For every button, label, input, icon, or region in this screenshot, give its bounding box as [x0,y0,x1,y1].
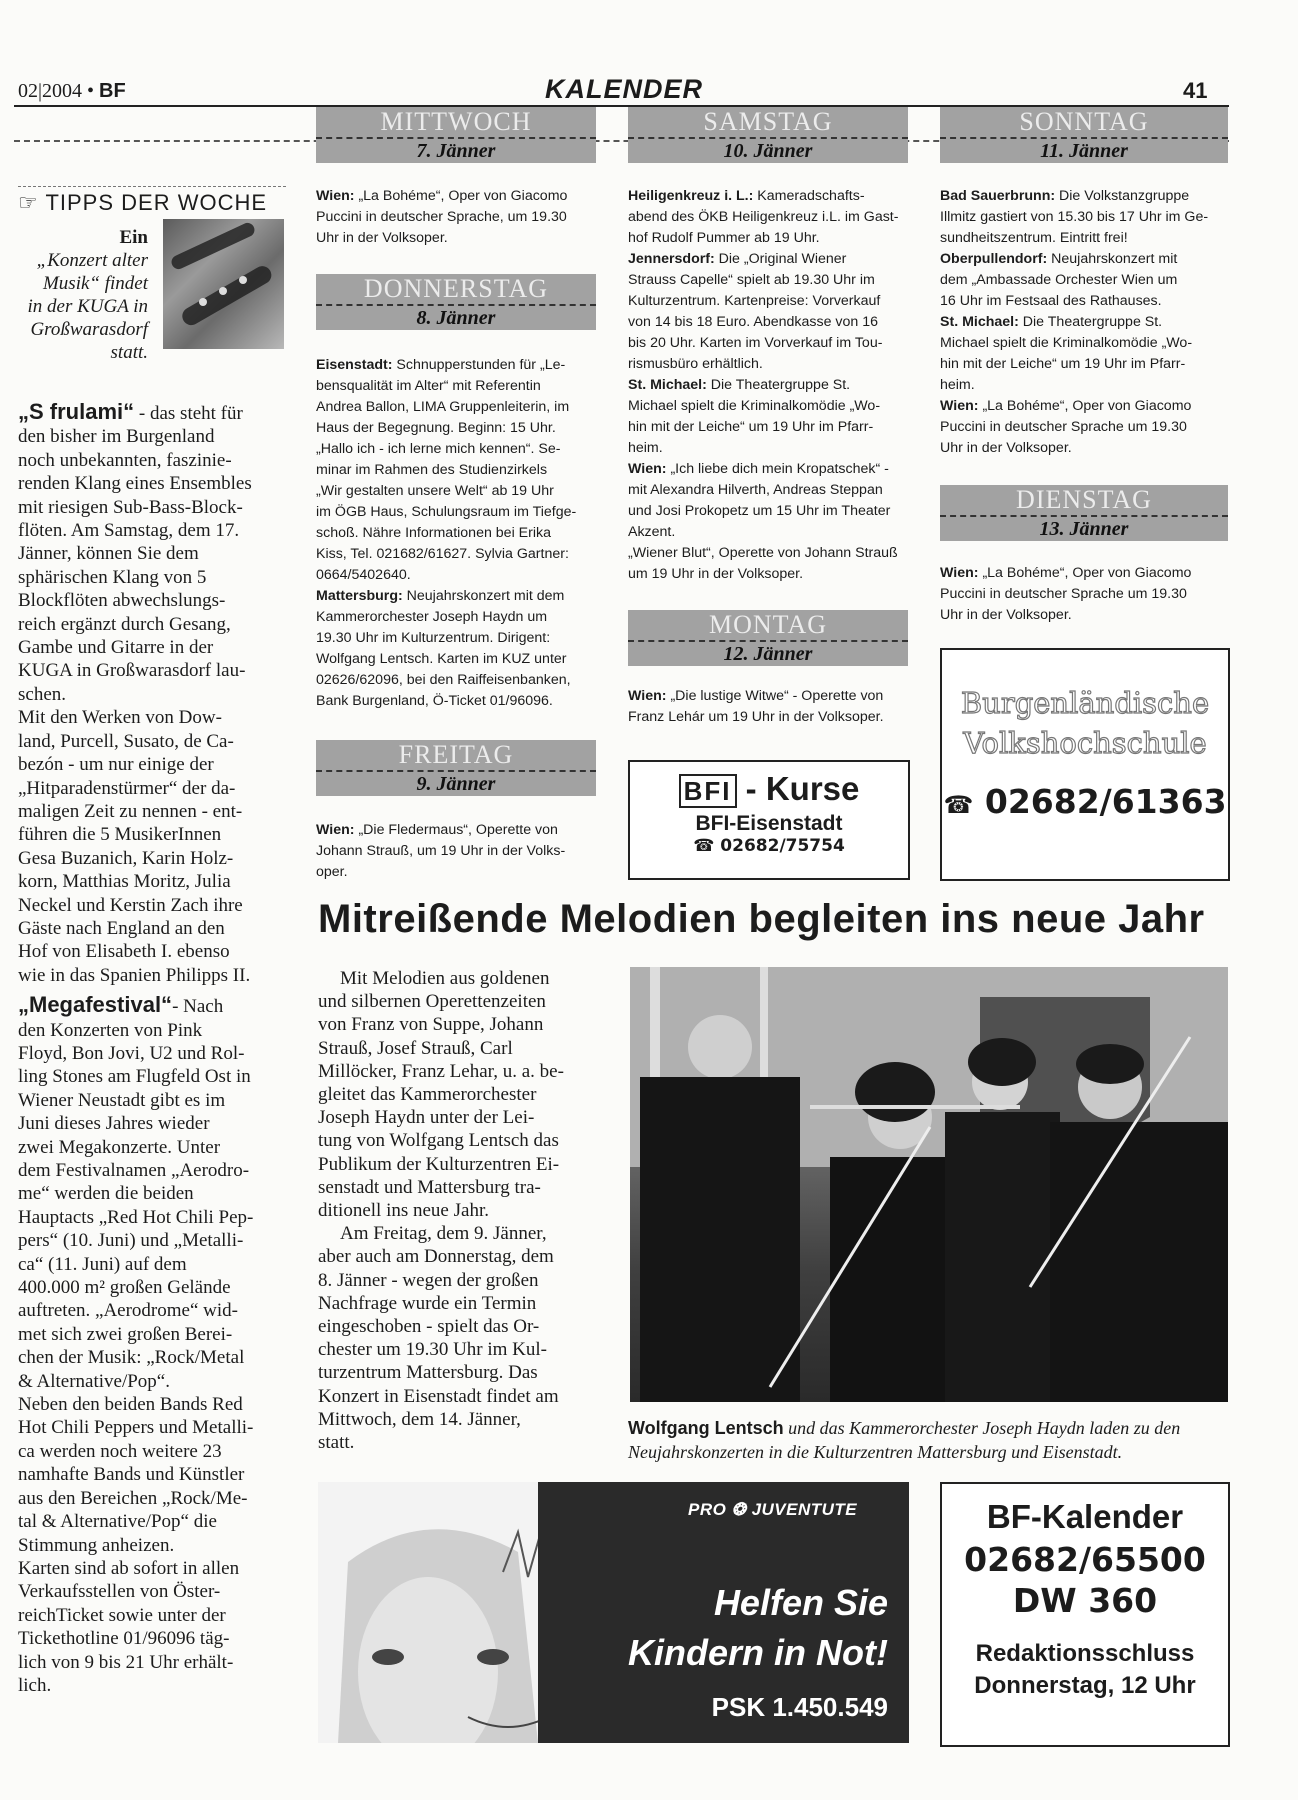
text-line: me“ werden die beiden [18,1183,194,1205]
text-line: Verkaufsstellen von Öster- [18,1581,221,1603]
article-headline: Mitreißende Melodien begleiten ins neue Jahr [318,897,1205,941]
event-wien-fledermaus [316,820,596,883]
text-line: hin mit der Leiche“ um 19 Uhr im Pfarr- [940,356,1186,372]
text-line: Stimmung anheizen. [18,1534,175,1556]
text-line: „La Bohéme“, Oper von Giacomo [978,565,1192,581]
text-line: bis 20 Uhr. Karten im Vorverkauf im Tou- [628,335,883,351]
text-line: den bisher im Burgenland [18,426,215,448]
header-separator: • [87,80,95,102]
text-line: Puccini in deutscher Sprache um 19.30 [940,419,1187,435]
text-line: um 19 Uhr in der Volksoper. [628,566,804,582]
pj-brand-right: JUVENTUTE [751,1500,858,1519]
day-header-sonntag [940,107,1228,163]
tipps-lead-frulami: „S frulami“ [18,399,135,424]
text-line: Uhr in der Volksoper. [940,607,1072,623]
text-line: den Konzerten von Pink [18,1019,203,1041]
text-line: Nachfrage wurde ein Termin [318,1292,537,1314]
text-line: Neujahrskonzert mit dem [402,588,565,604]
text-line: Johann Strauß, um 19 Uhr in der Volks- [316,843,566,859]
event-place: Wien: [628,688,667,704]
article-body [318,967,600,1454]
text-line: „Hitparadenstürmer“ der da- [18,777,236,799]
text-line: Hot Chili Peppers und Metalli- [18,1417,254,1439]
text-line: Mittwoch, dem 14. Jänner, [318,1408,521,1430]
day-date: 9. Jänner [316,770,596,796]
text-line: bezón - um nur einige der [18,754,214,776]
event-place: Wien: [316,188,355,204]
text-line: hin mit der Leiche“ um 19 Uhr im Pfarr- [628,419,874,435]
text-line: abend des ÖKB Heiligenkreuz i.L. im Gast- [628,209,899,225]
event-place: Heiligenkreuz i. L.: [628,188,754,204]
event-st-michael [628,375,908,459]
text-line: Wolfgang Lentsch. Karten im KUZ unter [316,651,567,667]
text-line: Kiss, Tel. 021682/61627. Sylvia Gartner: [316,546,569,562]
tipps-rule [18,186,286,187]
bfi-title: - Kurse [745,770,860,807]
text-line: maligen Zeit zu nennen - ent- [18,800,243,822]
text-line: auftreten. „Aerodrome“ wid- [18,1300,238,1322]
page-number: 41 [1183,78,1208,103]
text-line: schoß. Nähre Informationen bei Erika [316,525,551,541]
text-line: reichTicket sowie unter der [18,1604,226,1626]
bf-kalender-ad [940,1482,1230,1747]
balloon-icon: ❂ [731,1500,747,1519]
event-place: St. Michael: [628,377,707,393]
day-header-donnerstag [316,274,596,330]
pj-headline-1: Helfen Sie [713,1582,888,1623]
text-line: „Hallo ich - ich lerne mich kennen“. Se- [316,441,561,457]
event-group-donnerstag [316,355,596,712]
text-line: statt. [110,342,148,363]
text-line: Kameradschafts- [753,188,865,204]
day-date: 10. Jänner [628,137,908,163]
day-name: MITTWOCH [380,107,532,136]
text-line: Juni dieses Jahres wieder [18,1113,210,1135]
text-line: land, Purcell, Susato, de Ca- [18,730,234,752]
bfi-kurse-ad [628,760,910,880]
event-jennersdorf [628,249,908,375]
text-line: und das Kammerorchester Joseph Haydn laden zu den [783,1418,1181,1438]
text-line: Tickethotline 01/96096 täg- [18,1628,230,1650]
text-line: Neujahrskonzert mit [1047,251,1178,267]
bfi-subtitle: BFI-Eisenstadt [695,812,843,835]
phone-icon: ☎ [693,836,715,856]
text-line: Wiener Neustadt gibt es im [18,1089,226,1111]
text-line: wie in das Spanien Philipps II. [18,964,251,986]
text-line: in der KUGA in [27,296,148,317]
tipps-heading [18,190,267,216]
text-line: Kulturzentrum. Kartenpreise: Vorverkauf [628,293,881,309]
tipps-body [18,400,288,1697]
event-wien-boheme-di [940,563,1230,626]
bfk-title: BF-Kalender [986,1498,1184,1535]
text-line: Die „Original Wiener [714,251,847,267]
pj-headline-2: Kindern in Not! [628,1632,888,1673]
text-line: chester um 19.30 Uhr im Kul- [318,1339,548,1361]
event-place: Wien: [316,822,355,838]
text-line: Michael spielt die Kriminalkomödie „Wo- [940,335,1193,351]
text-line: minar im Rahmen des Studienzirkels [316,462,548,478]
text-line: „Konzert alter [36,250,148,271]
day-name: SAMSTAG [703,107,833,136]
text-line: & Alternative/Pop“. [18,1370,170,1392]
bfi-logo: BFI [679,774,737,808]
day-name: DONNERSTAG [363,274,549,303]
event-wien-boheme-mi [316,186,596,249]
intro-bold: Ein [119,227,148,248]
text-line: schen. [18,683,67,705]
bfk-extension: DW 360 [1012,1581,1158,1620]
text-line: ditionell ins neue Jahr. [318,1200,489,1222]
text-line: lich. [18,1674,52,1696]
text-line: 400.000 m² großen Gelände [18,1277,231,1299]
text-line: Mit den Werken von Dow- [18,707,222,729]
caption-bold: Wolfgang Lentsch [628,1418,784,1438]
pointing-hand-icon: ☞ [18,190,39,215]
text-line: heim. [940,377,975,393]
text-line: flöten. Am Samstag, dem 17. [18,520,240,542]
text-line: reich ergänzt durch Gesang, [18,613,231,635]
text-line: korn, Matthias Moritz, Julia [18,871,231,893]
text-line: Hauptacts „Red Hot Chili Pep- [18,1206,254,1228]
orchestra-photo [630,967,1228,1402]
day-header-dienstag [940,485,1228,541]
text-line: Blockflöten abwechslungs- [18,590,226,612]
text-line: und Josi Prokopetz um 15 Uhr im Theater [628,503,891,519]
text-line: Millöcker, Franz Lehar, u. a. be- [318,1060,564,1082]
text-line: „La Bohéme“, Oper von Giacomo [978,398,1192,414]
event-place: Bad Sauerbrunn: [940,188,1056,204]
event-heiligenkreuz [628,186,908,249]
event-oberpullendorf [940,249,1230,312]
event-group-sonntag [940,186,1230,459]
text-line: mit Alexandra Hilverth, Andreas Steppan [628,482,883,498]
text-line: aber auch am Donnerstag, dem [318,1246,554,1268]
event-place: Wien: [940,398,979,414]
text-line: Großwarasdorf [30,319,148,340]
event-mattersburg [316,586,596,712]
text-line: Bank Burgenland, Ö-Ticket 01/96096. [316,693,553,709]
text-line: „Wiener Blut“, Operette von Johann Strauß [628,545,898,561]
pj-brand-left: PRO [688,1500,727,1519]
text-line: Neujahrskonzerten in die Kulturzentren Mattersburg und Eisenstadt. [628,1442,1123,1462]
text-line: Uhr in der Volksoper. [940,440,1072,456]
vhs-ad [940,648,1230,881]
text-line: KUGA in Großwarasdorf lau- [18,660,246,682]
text-line: heim. [628,440,663,456]
text-line: 16 Uhr im Festsaal des Rathauses. [940,293,1162,309]
pro-juventute-ad [318,1482,909,1743]
day-header-samstag [628,107,908,163]
text-line: Musik“ findet [42,273,148,294]
event-st-michael-so [940,312,1230,396]
text-line: senstadt und Mattersburg tra- [318,1176,541,1198]
day-date: 7. Jänner [316,137,596,163]
text-line: Floyd, Bon Jovi, U2 und Rol- [18,1042,245,1064]
text-line: Puccini in deutscher Sprache um 19.30 [940,586,1187,602]
day-date: 13. Jänner [940,515,1228,541]
text-line: - das steht für [134,403,243,424]
event-wien-kropatschek [628,459,908,585]
text-line: Am Freitag, dem 9. Jänner, [340,1223,547,1245]
vhs-name-line2: Volkshochschule [963,726,1207,760]
text-line: Puccini in deutscher Sprache, um 19.30 [316,209,567,225]
text-line: 0664/5402640. [316,567,411,583]
vhs-name-line1: Burgenländische [960,686,1210,720]
text-line: 02626/62096, bei den Raiffeisenbanken, [316,672,571,688]
text-line: Neben den beiden Bands Red [18,1394,243,1416]
event-wien-boheme-so [940,396,1230,459]
bfk-phone: 02682/65500 [964,1540,1206,1579]
photo-caption [628,1416,1228,1464]
text-line: im ÖGB Haus, Schulungsraum im Tiefge- [316,504,577,520]
text-line: „Die Fledermaus“, Operette von [354,822,558,838]
bfi-phone: 02682/75754 [720,836,845,856]
text-line: Andrea Ballon, LIMA Gruppenleiterin, im [316,399,570,415]
text-line: „Wir gestalten unsere Welt“ ab 19 Uhr [316,483,554,499]
text-line: Publikum der Kulturzentren Ei- [318,1153,560,1175]
text-line: ling Stones am Flugfeld Ost in [18,1066,251,1088]
text-line: führen die 5 MusikerInnen [18,824,222,846]
text-line: bensqualität im Alter“ mit Referentin [316,378,541,394]
event-place: Eisenstadt: [316,357,393,373]
orchestra-illustration [630,967,1228,1402]
text-line: sundheitszentrum. Eintritt frei! [940,230,1128,246]
text-line: pers“ (10. Juni) und „Metalli- [18,1230,244,1252]
phone-icon: ☎ [943,791,974,819]
day-header-montag [628,610,908,666]
text-line: Uhr in der Volksoper. [316,230,448,246]
day-name: FREITAG [398,740,514,769]
text-line: tal & Alternative/Pop“ die [18,1511,217,1533]
text-line: noch unbekannten, faszinie- [18,449,232,471]
text-line: ca“ (11. Juni) auf dem [18,1253,187,1275]
day-name: DIENSTAG [1016,485,1152,514]
text-line: Jänner, können Sie dem [18,543,199,565]
text-line: turzentrum Mattersburg. Das [318,1362,538,1384]
text-line: rismusbüro erhältlich. [628,356,763,372]
bfk-deadline-1: Redaktionsschluss [975,1640,1195,1667]
text-line: namhafte Bands und Künstler [18,1464,245,1486]
event-place: Oberpullendorf: [940,251,1048,267]
text-line: hof Rudolf Pummer ab 19 Uhr. [628,230,820,246]
text-line: met sich zwei großen Berei- [18,1323,233,1345]
day-date: 12. Jänner [628,640,908,666]
text-line: „Die lustige Witwe“ - Operette von [666,688,884,704]
text-line: dem „Ambassade Orchester Wien um [940,272,1178,288]
text-line: von 14 bis 18 Euro. Abendkasse von 16 [628,314,879,330]
event-place: Mattersburg: [316,588,403,604]
text-line: Karten sind ab sofort in allen [18,1557,240,1579]
text-line: ca werden noch weitere 23 [18,1440,222,1462]
text-line: und silbernen Operettenzeiten [318,991,546,1013]
text-line: Die Volkstanzgruppe [1055,188,1190,204]
text-line: Gesa Buzanich, Karin Holz- [18,847,234,869]
text-line: Die Theatergruppe St. [1018,314,1163,330]
recorder-illustration [163,219,284,349]
text-line: aus den Bereichen „Rock/Me- [18,1487,248,1509]
text-line: „Ich liebe dich mein Kropatschek“ - [666,461,889,477]
event-wien-witwe [628,686,908,728]
text-line: lich von 9 bis 21 Uhr erhält- [18,1651,234,1673]
text-line: Konzert in Eisenstadt findet am [318,1385,559,1407]
text-line: - Nach [172,996,224,1018]
tipps-lead-megafestival: „Megafestival“ [18,992,173,1018]
text-line: Mit Melodien aus goldenen [340,968,550,989]
text-line: Illmitz gastiert von 15.30 bis 17 Uhr im Ge- [940,209,1209,225]
event-place: Wien: [940,565,979,581]
text-line: von Franz von Suppe, Johann [318,1014,544,1036]
text-line: eingeschoben - spielt das Or- [318,1316,540,1338]
text-line: tung von Wolfgang Lentsch das [318,1130,559,1152]
text-line: Franz Lehár um 19 Uhr in der Volksoper. [628,709,884,725]
event-place: Wien: [628,461,667,477]
issue-number: 02|2004 [18,80,83,102]
text-line: „La Bohéme“, Oper von Giacomo [354,188,568,204]
text-line: zwei Megakonzerte. Unter [18,1136,221,1158]
recorder-photo [163,219,284,349]
text-line: Neckel und Kerstin Zach ihre [18,894,243,916]
text-line: Die Theatergruppe St. [706,377,851,393]
text-line: Haus der Begegnung. Beginn: 15 Uhr. [316,420,556,436]
text-line: chen der Musik: „Rock/Metal [18,1347,245,1369]
text-line: Akzent. [628,524,676,540]
tipps-intro [18,226,148,364]
tipps-title: TIPPS DER WOCHE [45,190,268,215]
text-line: renden Klang eines Ensembles [18,473,252,495]
magazine-logo: BF [99,80,126,102]
day-date: 8. Jänner [316,304,596,330]
pj-account: PSK 1.450.549 [711,1692,888,1722]
text-line: statt. [318,1432,355,1454]
day-header-mittwoch [316,107,596,163]
day-header-freitag [316,740,596,796]
text-line: Michael spielt die Kriminalkomödie „Wo- [628,398,881,414]
text-line: Hof von Elisabeth I. ebenso [18,941,230,963]
day-name: MONTAG [708,610,828,639]
event-eisenstadt [316,355,596,586]
vhs-phone: 02682/61363 [984,782,1227,821]
event-place: St. Michael: [940,314,1019,330]
text-line: Schnupperstunden für „Le- [392,357,566,373]
issue-header [18,80,126,103]
text-line: 19.30 Uhr im Kulturzentrum. Dirigent: [316,630,551,646]
text-line: Strauß, Josef Strauß, Carl [318,1037,513,1059]
bfk-deadline-2: Donnerstag, 12 Uhr [974,1672,1196,1699]
day-date: 11. Jänner [940,137,1228,163]
day-name: SONNTAG [1019,107,1149,136]
text-line: dem Festivalnamen „Aerodro- [18,1160,250,1181]
section-title: KALENDER [545,74,704,104]
event-place: Jennersdorf: [628,251,715,267]
text-line: Gäste nach England an den [18,917,225,939]
text-line: Strauss Capelle“ spielt ab 19.30 Uhr im [628,272,875,288]
text-line: gleitet das Kammerorchester [318,1084,537,1106]
text-line: 8. Jänner - wegen der großen [318,1269,539,1291]
event-bad-sauerbrunn [940,186,1230,249]
text-line: mit riesigen Sub-Bass-Block- [18,496,243,518]
text-line: Kammerorchester Joseph Haydn um [316,609,548,625]
text-line: oper. [316,864,348,880]
text-line: sphärischen Klang von 5 [18,566,207,588]
event-group-samstag [628,186,908,585]
text-line: Joseph Haydn unter der Lei- [318,1107,535,1129]
text-line: Gambe und Gitarre in der [18,637,214,659]
